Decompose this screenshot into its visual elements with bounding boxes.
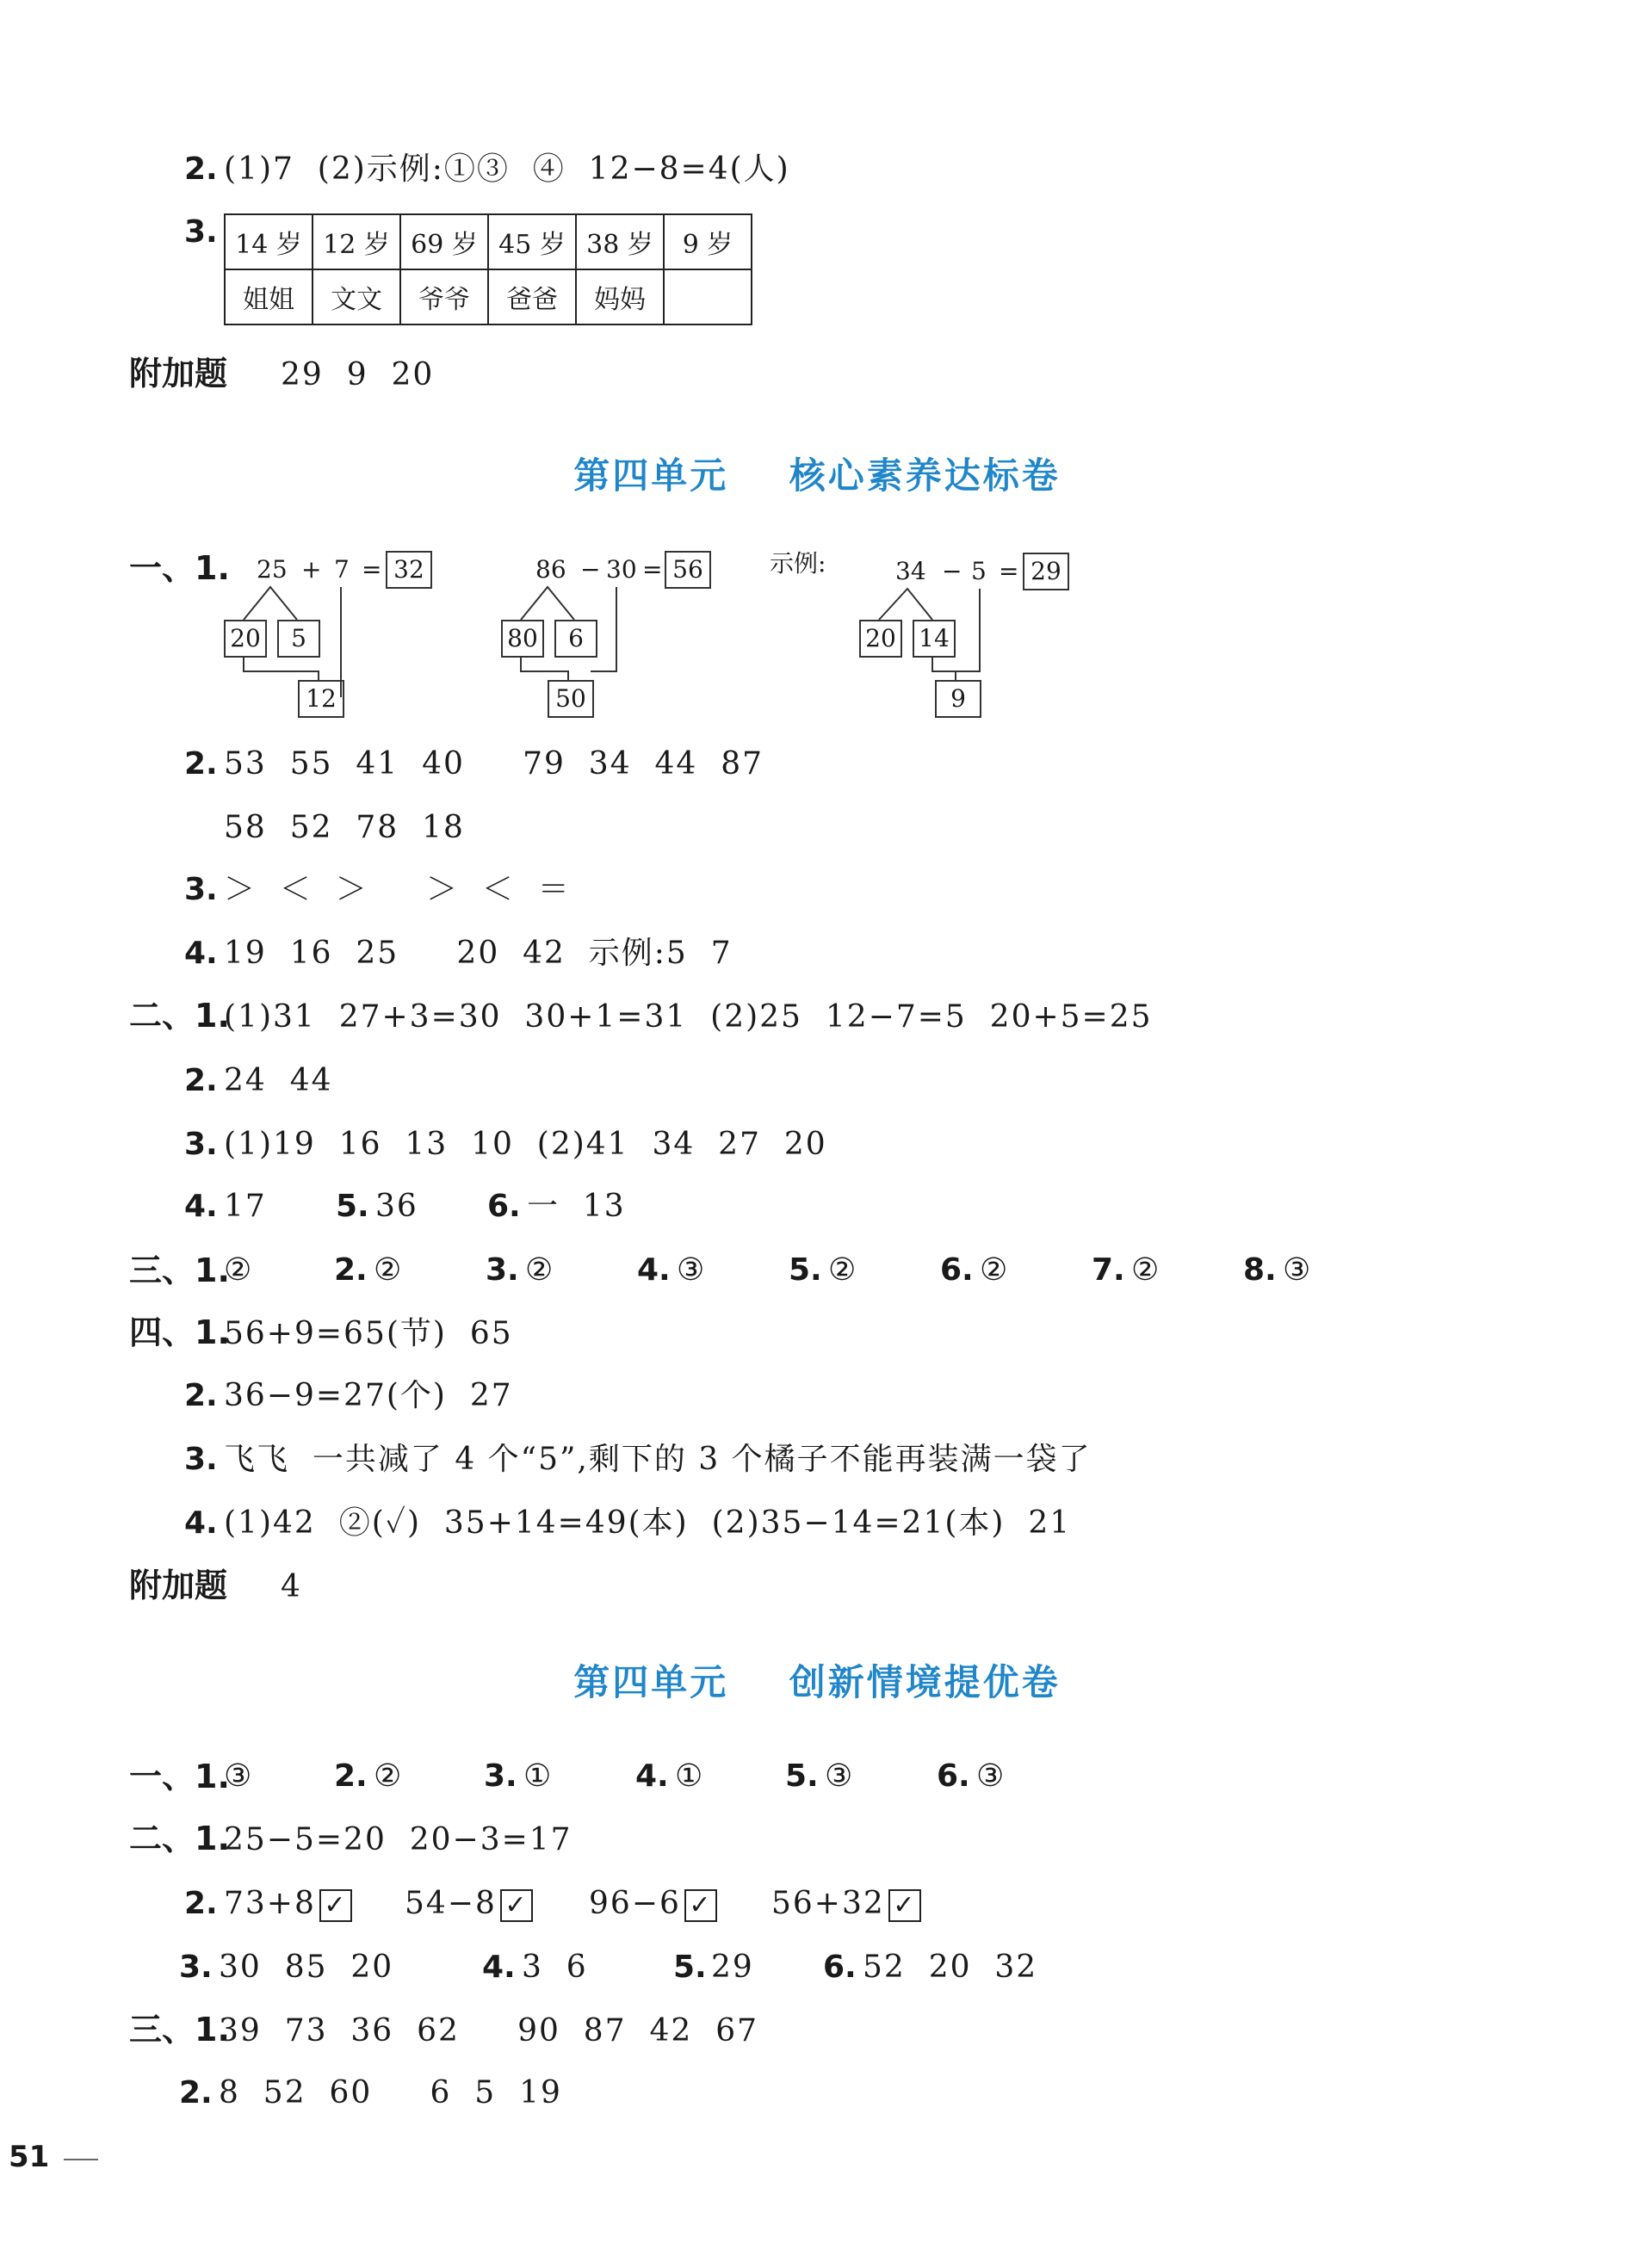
q3-number: 3. xyxy=(184,214,218,250)
check-item-expr: 73+8 xyxy=(224,1886,316,1921)
part1-label: 一、1. xyxy=(129,1758,230,1795)
part3-item-number: 6. xyxy=(940,1252,974,1288)
diag1-result-box: 32 xyxy=(386,551,432,589)
diag3-b: 5 xyxy=(971,557,987,585)
diag1-split-box-1: 20 xyxy=(224,620,267,658)
diag1-eq: = xyxy=(362,555,382,584)
age-cell: 45 岁 xyxy=(488,214,576,269)
part4-q1-answer: 56+9=65(节) 65 xyxy=(224,1316,513,1351)
diag1-a: 25 xyxy=(257,555,288,584)
check-box: ✓ xyxy=(684,1889,717,1922)
diag3-split-box-1: 20 xyxy=(859,620,902,658)
part1-item-number: 4. xyxy=(635,1758,669,1794)
part3-label: 三、1. xyxy=(129,2011,230,2049)
name-cell: 姐姐 xyxy=(225,269,313,324)
diag1-split-box-2: 5 xyxy=(277,620,320,658)
part2-q5-number: 5. xyxy=(673,1950,707,1985)
connector-line xyxy=(956,589,980,671)
part2-q5-number: 5. xyxy=(336,1189,369,1224)
connector-line xyxy=(521,587,574,620)
age-table xyxy=(224,213,752,325)
part3-item-answer: ② xyxy=(980,1252,1010,1288)
bonus-answer: 29 9 20 xyxy=(281,357,435,392)
check-item xyxy=(405,1885,533,1923)
diag3-a: 34 xyxy=(895,557,926,585)
diag2-a: 86 xyxy=(535,555,566,584)
diag3-result-box: 29 xyxy=(1023,553,1069,590)
part2-q3-answer: (1)19 16 13 10 (2)41 34 27 20 xyxy=(224,1127,827,1162)
check-item-expr: 56+32 xyxy=(771,1886,885,1921)
check-item xyxy=(224,1885,352,1923)
part3-item-answer: ③ xyxy=(677,1252,707,1288)
age-cell: 38 岁 xyxy=(576,214,664,269)
part3-q2-number: 2. xyxy=(179,2075,213,2110)
part3-q2-answer: 8 52 60 6 5 19 xyxy=(219,2075,562,2110)
part3-item-answer: ② xyxy=(1131,1252,1161,1288)
q2-number: 2. xyxy=(184,151,218,187)
part3-item-number: 7. xyxy=(1092,1252,1125,1288)
check-item-expr: 54−8 xyxy=(405,1886,497,1921)
check-box: ✓ xyxy=(319,1889,352,1922)
age-row xyxy=(225,214,752,269)
part3-item-number: 5. xyxy=(789,1252,822,1288)
diag2-sum-box: 50 xyxy=(548,680,594,718)
part2-label: 二、1. xyxy=(129,1820,230,1857)
part2-q4-number: 4. xyxy=(482,1950,516,1985)
q3-number: 3. xyxy=(184,872,218,907)
part4-q3-number: 3. xyxy=(184,1442,218,1477)
part2-q4-number: 4. xyxy=(184,1189,218,1224)
part2-q2-number: 2. xyxy=(184,1886,218,1921)
diag2-op: − xyxy=(580,555,601,584)
name-cell: 文文 xyxy=(313,269,400,324)
part3-q1-answer: ② xyxy=(224,1252,254,1288)
part1-item-number: 6. xyxy=(937,1758,970,1794)
check-box: ✓ xyxy=(500,1889,533,1922)
part3-item-number: 8. xyxy=(1243,1252,1277,1288)
part2-q2-number: 2. xyxy=(184,1063,218,1098)
bonus-answer: 4 xyxy=(281,1569,302,1604)
part1-item-answer: ② xyxy=(374,1758,404,1794)
part2-q6-number: 6. xyxy=(823,1950,857,1985)
connector-line xyxy=(244,587,297,620)
part2-q5-answer: 29 xyxy=(711,1950,754,1985)
name-cell: 爷爷 xyxy=(400,269,488,324)
part1-item-number: 3. xyxy=(484,1758,517,1794)
diag2-b: 30 xyxy=(606,555,637,584)
part3-q1-answer: 39 73 36 62 90 87 42 67 xyxy=(219,2013,759,2049)
diag2-eq: = xyxy=(642,555,663,584)
q3-answer: ＞ ＜ ＞ ＞ ＜ ＝ xyxy=(224,872,571,907)
section-heading-core: 第四单元 核心素养达标卷 xyxy=(573,454,1061,497)
part3-item-number: 2. xyxy=(334,1252,368,1288)
part1-item-number: 5. xyxy=(785,1758,819,1794)
diag3-split-box-2: 14 xyxy=(913,620,956,658)
check-item xyxy=(589,1885,717,1923)
part2-q4-answer: 3 6 xyxy=(522,1950,588,1985)
part2-q1-answer: (1)31 27+3=30 30+1=31 (2)25 12−7=5 20+5=25 xyxy=(224,999,1153,1035)
bonus-label: 附加题 xyxy=(129,355,228,392)
name-row xyxy=(225,269,752,324)
q2-line-2: 58 52 78 18 xyxy=(224,810,465,845)
q2-answer: (1)7 (2)示例:①③ ④ 12−8=4(人) xyxy=(224,151,790,187)
diag3-sum-box: 9 xyxy=(935,680,981,718)
part2-q4-answer: 17 xyxy=(224,1189,267,1224)
diag3-eq: = xyxy=(999,557,1019,585)
part2-q5-answer: 36 xyxy=(375,1189,418,1224)
q4-answer: 19 16 25 20 42 示例:5 7 xyxy=(224,936,733,971)
diag3-op: − xyxy=(942,557,962,585)
part2-q6-answer: 一 13 xyxy=(527,1189,626,1224)
check-item-expr: 96−6 xyxy=(589,1886,681,1921)
part3-label: 三、1. xyxy=(129,1251,230,1289)
q2-number: 2. xyxy=(184,746,218,782)
part1-label: 一、1. xyxy=(129,549,230,587)
name-cell: 妈妈 xyxy=(576,269,664,324)
diag1-op: + xyxy=(301,555,322,584)
diag1-b: 7 xyxy=(334,555,350,584)
connector-line xyxy=(521,658,568,680)
part1-q1-answer: ③ xyxy=(224,1758,254,1794)
part2-q1-answer: 25−5=20 20−3=17 xyxy=(224,1822,573,1857)
part2-q6-answer: 52 20 32 xyxy=(863,1950,1038,1985)
part3-item-answer: ③ xyxy=(1283,1252,1313,1288)
name-cell: 爸爸 xyxy=(488,269,576,324)
part2-q6-number: 6. xyxy=(487,1189,521,1224)
q4-number: 4. xyxy=(184,936,218,971)
part1-item-number: 2. xyxy=(334,1758,368,1794)
bonus-label: 附加题 xyxy=(129,1567,228,1604)
connector-line xyxy=(244,658,319,680)
part2-q3-number: 3. xyxy=(184,1127,218,1162)
connector-line xyxy=(879,589,932,620)
part2-q3-answer: 30 85 20 xyxy=(219,1950,394,1985)
part3-item-number: 3. xyxy=(486,1252,519,1288)
part4-q3-answer: 飞飞 一共减了 4 个“5”,剩下的 3 个橘子不能再装满一袋了 xyxy=(224,1442,1092,1477)
q2-line-1: 53 55 41 40 79 34 44 87 xyxy=(224,746,764,782)
part1-item-answer: ① xyxy=(675,1758,705,1794)
diag2-result-box: 56 xyxy=(665,551,711,589)
page-number-rule xyxy=(64,2159,98,2160)
part3-item-answer: ② xyxy=(374,1252,404,1288)
page-number: 51 xyxy=(9,2140,50,2174)
part4-q4-answer: (1)42 ②(✓) 35+14=49(本) (2)35−14=21(本) 21 xyxy=(224,1505,1072,1541)
diag2-split-box-1: 80 xyxy=(501,620,544,658)
part4-q2-number: 2. xyxy=(184,1378,218,1413)
part1-item-answer: ③ xyxy=(825,1758,855,1794)
part3-item-number: 4. xyxy=(637,1252,671,1288)
part2-q3-number: 3. xyxy=(179,1950,213,1985)
check-box: ✓ xyxy=(888,1889,921,1922)
part1-item-answer: ① xyxy=(523,1758,554,1794)
diag1-sum-box: 12 xyxy=(298,680,344,718)
section-heading-innovation: 第四单元 创新情境提优卷 xyxy=(573,1661,1061,1703)
age-cell: 9 岁 xyxy=(664,214,752,269)
part1-item-answer: ③ xyxy=(976,1758,1006,1794)
diag2-split-box-2: 6 xyxy=(554,620,597,658)
part3-item-answer: ② xyxy=(525,1252,555,1288)
part2-q2-answer: 24 44 xyxy=(224,1063,333,1098)
part2-label: 二、1. xyxy=(129,997,230,1035)
age-cell: 69 岁 xyxy=(400,214,488,269)
part4-label: 四、1. xyxy=(129,1313,230,1351)
name-cell xyxy=(664,269,752,324)
age-cell: 12 岁 xyxy=(313,214,400,269)
check-item xyxy=(771,1885,921,1923)
part4-q4-number: 4. xyxy=(184,1505,218,1541)
diag3-prefix: 示例: xyxy=(770,549,826,578)
connector-line xyxy=(932,658,956,680)
part3-item-answer: ② xyxy=(828,1252,858,1288)
part4-q2-answer: 36−9=27(个) 27 xyxy=(224,1378,513,1413)
age-cell: 14 岁 xyxy=(225,214,313,269)
